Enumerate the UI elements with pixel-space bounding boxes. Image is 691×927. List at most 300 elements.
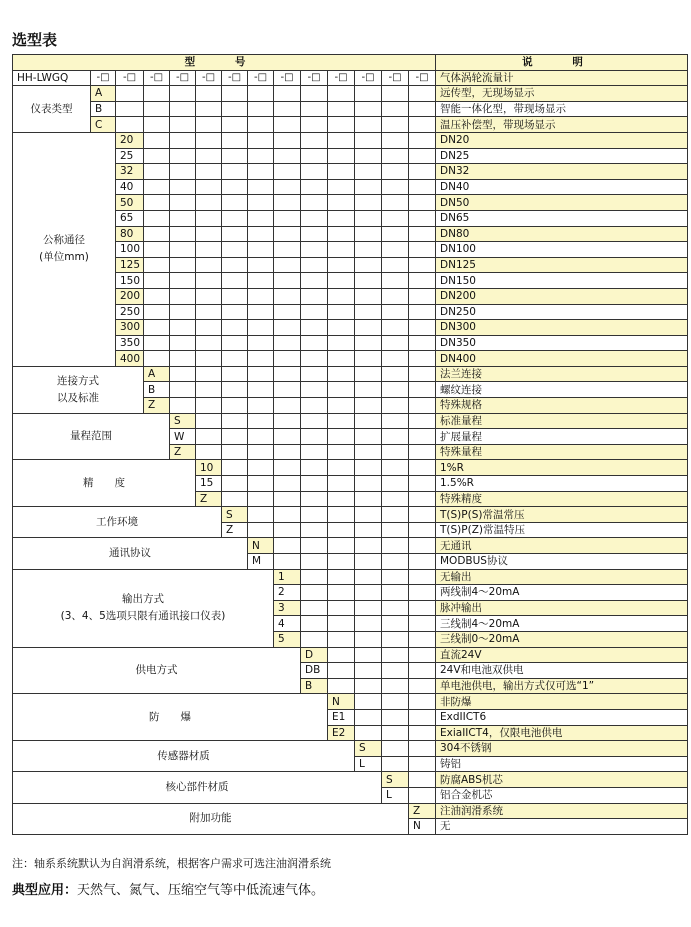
blank-cell [355,382,382,398]
blank-cell [409,320,436,336]
option-code: 350 [116,335,144,351]
section-name: 量程范围 [13,413,170,460]
blank-cell [382,148,409,164]
blank-cell [222,460,248,476]
blank-cell [274,538,301,554]
blank-cell [301,476,328,492]
blank-cell [328,132,355,148]
blank-cell [170,210,196,226]
blank-cell [144,164,170,180]
footnote: 注：轴系系统默认为自润滑系统，根据客户需求可选注油润滑系统 [12,857,331,870]
blank-cell [328,663,355,679]
blank-cell [248,179,274,195]
blank-cell [409,273,436,289]
section-name: 防 爆 [13,694,328,741]
option-desc: ExiaIICT4，仅限电池供电 [436,725,688,741]
section-name: 供电方式 [13,647,301,694]
blank-cell [301,460,328,476]
option-desc: 无 [436,819,688,835]
option-code: 150 [116,273,144,289]
blank-cell [301,226,328,242]
option-desc: ExdIICT6 [436,709,688,725]
blank-cell [382,741,409,757]
blank-cell [301,631,328,647]
blank-cell [274,335,301,351]
blank-cell [274,320,301,336]
blank-cell [355,242,382,258]
option-code: Z [170,444,196,460]
blank-cell [382,444,409,460]
blank-cell [355,429,382,445]
blank-cell [382,678,409,694]
blank-cell [222,132,248,148]
section-name: 通讯协议 [13,538,248,569]
blank-cell [274,86,301,102]
blank-cell [248,429,274,445]
blank-cell [170,366,196,382]
blank-cell [409,226,436,242]
blank-cell [196,148,222,164]
blank-cell [355,288,382,304]
blank-cell [382,226,409,242]
blank-cell [301,538,328,554]
blank-cell [222,382,248,398]
blank-cell [170,132,196,148]
option-row [13,647,688,663]
section-name: 仪表类型 [13,86,91,133]
blank-cell [196,179,222,195]
blank-cell [382,429,409,445]
blank-cell [170,304,196,320]
blank-cell [196,117,222,133]
blank-cell [355,164,382,180]
option-code: Z [144,398,170,414]
blank-cell [301,288,328,304]
blank-cell [382,756,409,772]
option-desc: DN200 [436,288,688,304]
blank-cell [248,398,274,414]
blank-cell [328,507,355,523]
option-desc: DN250 [436,304,688,320]
blank-cell [382,304,409,320]
typical-application [12,879,324,898]
blank-cell [355,304,382,320]
blank-cell [355,538,382,554]
blank-cell [301,398,328,414]
option-desc: 标准量程 [436,413,688,429]
blank-cell [301,429,328,445]
blank-cell [144,226,170,242]
blank-cell [170,179,196,195]
blank-cell [382,273,409,289]
blank-cell [355,444,382,460]
blank-cell [355,709,382,725]
blank-cell [301,554,328,570]
section-name: 输出方式 (3、4、5选项只限有通讯接口仪表) [13,569,274,647]
blank-cell [382,117,409,133]
blank-cell [382,164,409,180]
blank-cell [409,554,436,570]
option-code: 5 [274,631,301,647]
model-box-7: -□ [248,70,274,86]
blank-cell [409,663,436,679]
blank-cell [301,86,328,102]
blank-cell [170,86,196,102]
model-box-12: -□ [382,70,409,86]
typical-application-label: 典型应用： [12,883,78,898]
blank-cell [328,273,355,289]
option-desc: 两线制4～20mA [436,585,688,601]
blank-cell [144,101,170,117]
blank-cell [301,195,328,211]
blank-cell [248,304,274,320]
blank-cell [274,476,301,492]
blank-cell [382,242,409,258]
blank-cell [196,226,222,242]
option-desc: 304不锈钢 [436,741,688,757]
option-desc: 三线制4～20mA [436,616,688,632]
blank-cell [382,616,409,632]
blank-cell [301,210,328,226]
option-desc: 注油润滑系统 [436,803,688,819]
blank-cell [196,429,222,445]
option-row [13,366,688,382]
blank-cell [328,429,355,445]
option-code: D [301,647,328,663]
blank-cell [409,429,436,445]
blank-cell [328,148,355,164]
blank-cell [274,273,301,289]
blank-cell [222,351,248,367]
option-desc: DN300 [436,320,688,336]
blank-cell [301,382,328,398]
option-row [13,803,688,819]
option-code: 32 [116,164,144,180]
section-name: 连接方式 以及标准 [13,366,144,413]
blank-cell [222,86,248,102]
blank-cell [409,257,436,273]
blank-cell [170,257,196,273]
blank-cell [274,242,301,258]
blank-cell [328,476,355,492]
blank-cell [328,226,355,242]
blank-cell [382,476,409,492]
blank-cell [409,616,436,632]
model-box-10: -□ [328,70,355,86]
blank-cell [409,210,436,226]
blank-cell [248,366,274,382]
option-desc: 防腐ABS机芯 [436,772,688,788]
option-desc: 脉冲输出 [436,600,688,616]
blank-cell [170,226,196,242]
blank-cell [382,413,409,429]
blank-cell [248,522,274,538]
option-desc: 直流24V [436,647,688,663]
blank-cell [409,101,436,117]
model-code: HH-LWGQ [13,70,91,86]
blank-cell [355,522,382,538]
blank-cell [409,179,436,195]
blank-cell [274,398,301,414]
option-code: Z [222,522,248,538]
option-code: A [144,366,170,382]
blank-cell [355,663,382,679]
blank-cell [328,242,355,258]
blank-cell [328,320,355,336]
option-code: 15 [196,476,222,492]
blank-cell [355,585,382,601]
option-desc: 非防爆 [436,694,688,710]
blank-cell [196,413,222,429]
blank-cell [144,242,170,258]
blank-cell [144,288,170,304]
blank-cell [274,382,301,398]
blank-cell [409,117,436,133]
blank-cell [274,522,301,538]
blank-cell [248,210,274,226]
option-code: 200 [116,288,144,304]
blank-cell [328,257,355,273]
blank-cell [328,101,355,117]
blank-cell [328,616,355,632]
option-row [13,772,688,788]
blank-cell [274,304,301,320]
blank-cell [274,554,301,570]
option-desc: 特殊精度 [436,491,688,507]
option-code: E2 [328,725,355,741]
blank-cell [170,273,196,289]
blank-cell [409,382,436,398]
blank-cell [382,491,409,507]
option-code: C [91,117,116,133]
blank-cell [248,242,274,258]
blank-cell [409,304,436,320]
blank-cell [144,132,170,148]
blank-cell [409,678,436,694]
blank-cell [301,444,328,460]
blank-cell [248,132,274,148]
blank-cell [355,101,382,117]
blank-cell [170,320,196,336]
blank-cell [301,522,328,538]
blank-cell [355,195,382,211]
blank-cell [274,366,301,382]
option-desc: 24V和电池双供电 [436,663,688,679]
blank-cell [382,709,409,725]
blank-cell [382,288,409,304]
model-desc: 气体涡轮流量计 [436,70,688,86]
blank-cell [328,398,355,414]
blank-cell [382,663,409,679]
option-row [13,694,688,710]
blank-cell [248,226,274,242]
blank-cell [409,787,436,803]
option-code: S [355,741,382,757]
blank-cell [382,631,409,647]
blank-cell [301,257,328,273]
model-box-1: -□ [91,70,116,86]
blank-cell [328,366,355,382]
option-desc: 智能一体化型，带现场显示 [436,101,688,117]
option-code: B [301,678,328,694]
blank-cell [409,647,436,663]
option-desc: 特殊规格 [436,398,688,414]
option-code: N [248,538,274,554]
blank-cell [301,366,328,382]
blank-cell [328,600,355,616]
option-desc: 无通讯 [436,538,688,554]
blank-cell [170,148,196,164]
blank-cell [222,366,248,382]
blank-cell [248,507,274,523]
option-desc: DN25 [436,148,688,164]
blank-cell [274,101,301,117]
blank-cell [382,507,409,523]
blank-cell [355,210,382,226]
blank-cell [248,460,274,476]
blank-cell [222,398,248,414]
blank-cell [409,772,436,788]
option-code: 20 [116,132,144,148]
blank-cell [248,148,274,164]
option-code: 1 [274,569,301,585]
blank-cell [409,507,436,523]
blank-cell [409,86,436,102]
blank-cell [144,86,170,102]
blank-cell [301,600,328,616]
blank-cell [222,444,248,460]
blank-cell [196,132,222,148]
blank-cell [328,538,355,554]
blank-cell [144,320,170,336]
blank-cell [409,631,436,647]
blank-cell [328,460,355,476]
option-desc: DN350 [436,335,688,351]
option-code: Z [196,491,222,507]
blank-cell [170,398,196,414]
model-box-11: -□ [355,70,382,86]
option-code: 40 [116,179,144,195]
blank-cell [382,647,409,663]
blank-cell [382,725,409,741]
blank-cell [382,366,409,382]
blank-cell [355,616,382,632]
option-desc: DN20 [436,132,688,148]
option-row [13,538,688,554]
blank-cell [355,132,382,148]
blank-cell [222,320,248,336]
option-desc: 扩展量程 [436,429,688,445]
blank-cell [274,444,301,460]
blank-cell [409,148,436,164]
blank-cell [301,148,328,164]
option-code: W [170,429,196,445]
section-name: 精 度 [13,460,196,507]
blank-cell [328,210,355,226]
blank-cell [301,335,328,351]
section-name: 传感器材质 [13,741,355,772]
blank-cell [328,335,355,351]
blank-cell [355,273,382,289]
blank-cell [409,242,436,258]
blank-cell [382,538,409,554]
option-code: 3 [274,600,301,616]
header-desc: 说 明 [436,55,688,71]
option-code: N [409,819,436,835]
blank-cell [409,413,436,429]
option-code: 250 [116,304,144,320]
option-code: N [328,694,355,710]
model-box-4: -□ [170,70,196,86]
blank-cell [355,413,382,429]
blank-cell [222,491,248,507]
blank-cell [196,335,222,351]
option-desc: 单电池供电，输出方式仅可选“1” [436,678,688,694]
option-code: 125 [116,257,144,273]
blank-cell [409,491,436,507]
blank-cell [196,164,222,180]
blank-cell [222,101,248,117]
blank-cell [328,569,355,585]
blank-cell [355,226,382,242]
blank-cell [328,413,355,429]
option-desc: 螺纹连接 [436,382,688,398]
blank-cell [409,366,436,382]
model-box-2: -□ [116,70,144,86]
section-name: 工作环境 [13,507,222,538]
option-desc: 三线制0～20mA [436,631,688,647]
blank-cell [328,288,355,304]
blank-cell [222,164,248,180]
typical-application-text: 天然气、氮气、压缩空气等中低流速气体。 [77,883,325,898]
model-box-5: -□ [196,70,222,86]
blank-cell [409,132,436,148]
option-desc: DN400 [436,351,688,367]
blank-cell [248,491,274,507]
blank-cell [116,101,144,117]
blank-cell [222,242,248,258]
blank-cell [196,304,222,320]
model-box-3: -□ [144,70,170,86]
blank-cell [409,694,436,710]
blank-cell [301,491,328,507]
option-code: 25 [116,148,144,164]
blank-cell [328,585,355,601]
blank-cell [328,631,355,647]
blank-cell [301,179,328,195]
blank-cell [248,164,274,180]
model-box-6: -□ [222,70,248,86]
option-row [13,460,688,476]
blank-cell [144,179,170,195]
blank-cell [409,585,436,601]
option-desc: T(S)P(Z)常温特压 [436,522,688,538]
option-desc: 1.5%R [436,476,688,492]
option-desc: 无输出 [436,569,688,585]
blank-cell [382,335,409,351]
option-row [13,86,688,102]
blank-cell [355,694,382,710]
option-code: 10 [196,460,222,476]
blank-cell [170,242,196,258]
header-row [13,55,688,71]
option-code: S [382,772,409,788]
blank-cell [222,257,248,273]
blank-cell [170,101,196,117]
option-desc: 1%R [436,460,688,476]
blank-cell [222,210,248,226]
blank-cell [328,522,355,538]
